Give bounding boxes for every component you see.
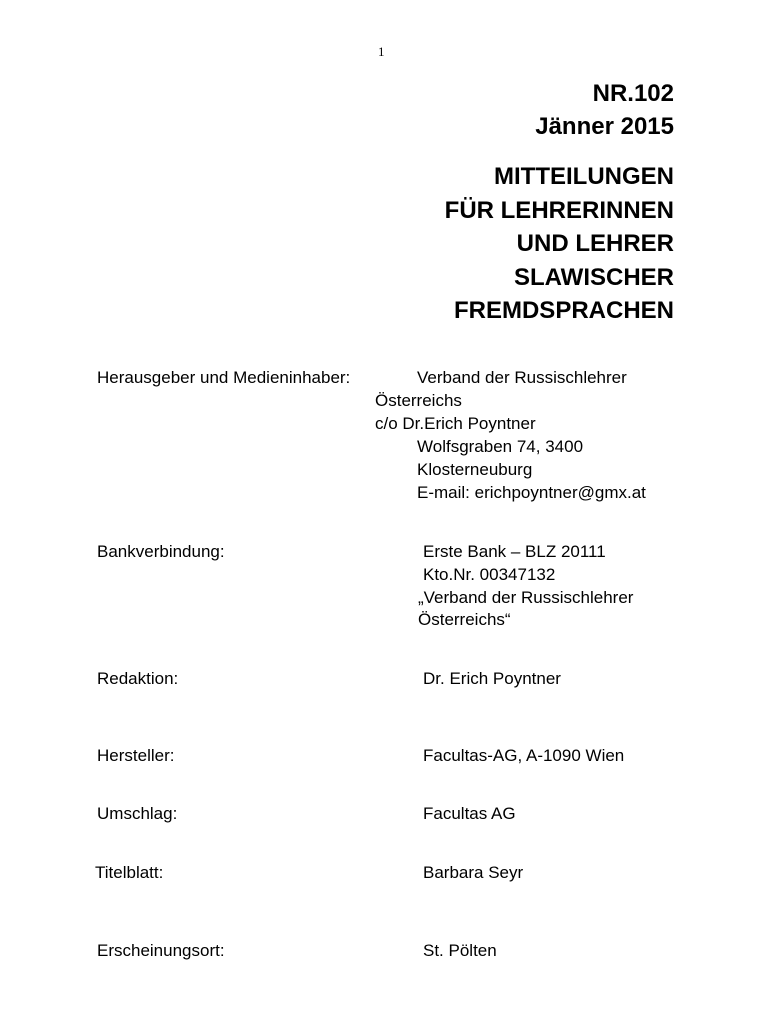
publisher-line-2: Österreichs [375, 391, 462, 410]
publisher-line-3: c/o Dr.Erich Poyntner [375, 414, 536, 433]
publisher-email: E-mail: erichpoyntner@gmx.at [417, 483, 646, 502]
bank-label: Bankverbindung: [97, 542, 225, 561]
issue-number: NR.102 [592, 80, 674, 107]
title-line-3: UND LEHRER [516, 230, 674, 257]
bank-line-3: „Verband der Russischlehrer [418, 588, 634, 607]
bank-line-2: Kto.Nr. 00347132 [423, 565, 556, 584]
cover-value: Facultas AG [423, 804, 516, 823]
title-line-1: MITTEILUNGEN [494, 163, 674, 190]
title-page-label: Titelblatt: [95, 863, 164, 882]
editor-label: Redaktion: [97, 669, 179, 688]
publisher-line-5: Klosterneuburg [417, 460, 533, 479]
title-line-5: FREMDSPRACHEN [453, 297, 674, 324]
page-number: 1 [378, 44, 385, 59]
editor-value: Dr. Erich Poyntner [423, 669, 561, 688]
place-label: Erscheinungsort: [97, 941, 225, 960]
publisher-label: Herausgeber und Medieninhaber: [97, 368, 351, 387]
bank-line-1: Erste Bank – BLZ 20111 [423, 542, 606, 561]
manufacturer-label: Hersteller: [97, 746, 175, 765]
place-value: St. Pölten [423, 941, 497, 960]
cover-label: Umschlag: [97, 804, 178, 823]
title-line-4: SLAWISCHER [513, 264, 674, 291]
bank-line-4: Österreichs“ [418, 610, 511, 629]
title-line-2: FÜR LEHRERINNEN [444, 197, 674, 224]
publisher-line-1: Verband der Russischlehrer [417, 368, 627, 387]
publisher-line-4: Wolfsgraben 74, 3400 [417, 437, 584, 456]
title-page-value: Barbara Seyr [423, 863, 524, 882]
manufacturer-value: Facultas-AG, A-1090 Wien [423, 746, 625, 765]
issue-date: Jänner 2015 [535, 113, 674, 140]
